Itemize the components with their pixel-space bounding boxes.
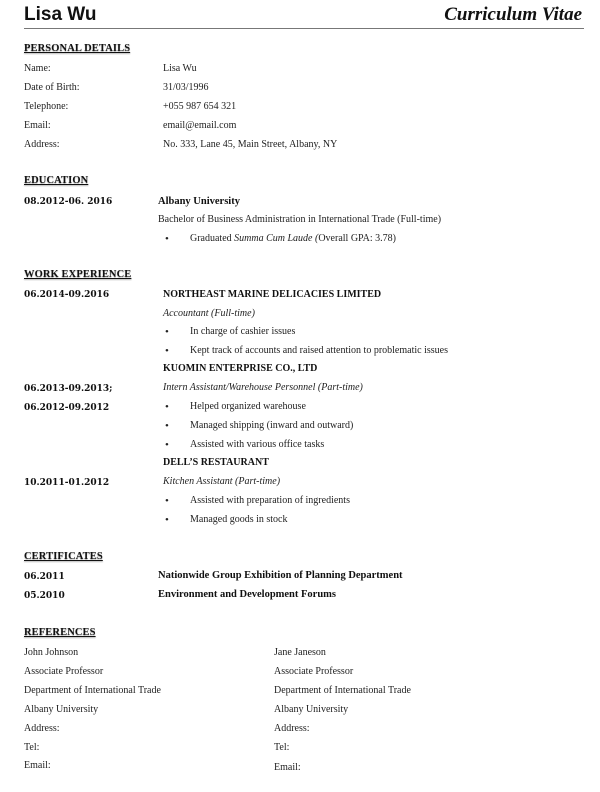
section-heading-certificates: CERTIFICATES	[24, 551, 103, 562]
reference-2-name: Jane Janeson	[274, 647, 326, 658]
job-2-date-1: 06.2013-09.2013;	[24, 384, 113, 394]
job-3-company: DELL’S RESTAURANT	[163, 457, 269, 468]
personal-label-address: Address:	[24, 139, 60, 150]
reference-1-email-label: Email:	[24, 760, 51, 771]
job-2-company: KUOMIN ENTERPRISE CO., LTD	[163, 363, 318, 374]
bullet-icon: •	[165, 326, 169, 338]
education-degree: Bachelor of Business Administration in International Trade (Full-time)	[158, 214, 442, 225]
education-gpa: Overall GPA: 3.78)	[318, 233, 397, 244]
section-heading-personal: PERSONAL DETAILS	[24, 43, 131, 54]
reference-1-institution: Albany University	[24, 704, 99, 715]
education-date: 08.2012-06. 2016	[24, 197, 113, 207]
bullet-icon: •	[165, 233, 169, 245]
bullet-icon: •	[165, 401, 169, 413]
personal-label-dob: Date of Birth:	[24, 82, 80, 93]
personal-value-address: No. 333, Lane 45, Main Street, Albany, NY	[163, 139, 338, 150]
certificate-2-date: 05.2010	[24, 591, 65, 601]
document-title: Curriculum Vitae	[444, 4, 582, 25]
reference-2-institution: Albany University	[274, 704, 349, 715]
education-honor: Summa Cum Laude (	[234, 233, 319, 244]
reference-1-name: John Johnson	[24, 647, 79, 658]
personal-label-email: Email:	[24, 120, 51, 131]
job-1-role: Accountant (Full-time)	[163, 308, 255, 319]
reference-2-email-label: Email:	[274, 762, 301, 773]
bullet-icon: •	[165, 420, 169, 432]
reference-2-department: Department of International Trade	[274, 685, 411, 696]
certificate-1-date: 06.2011	[24, 572, 65, 582]
reference-2-position: Associate Professor	[274, 666, 354, 677]
certificate-1-name: Nationwide Group Exhibition of Planning Department	[158, 570, 403, 581]
section-heading-education: EDUCATION	[24, 175, 89, 186]
bullet-icon: •	[165, 514, 169, 526]
bullet-icon: •	[165, 345, 169, 357]
bullet-icon: •	[165, 495, 169, 507]
personal-value-name: Lisa Wu	[163, 63, 197, 74]
job-3-date: 10.2011-01.2012	[24, 478, 110, 488]
reference-1-department: Department of International Trade	[24, 685, 161, 696]
cv-header	[24, 0, 584, 29]
job-1-company: NORTHEAST MARINE DELICACIES LIMITED	[163, 289, 382, 300]
job-2-role: Intern Assistant/Warehouse Personnel (Part-time)	[163, 382, 363, 393]
personal-label-name: Name:	[24, 63, 51, 74]
job-1-date: 06.2014-09.2016	[24, 290, 110, 300]
job-2-date-2: 06.2012-09.2012	[24, 403, 110, 413]
education-school: Albany University	[158, 196, 240, 207]
bullet-icon: •	[165, 439, 169, 451]
section-heading-references: REFERENCES	[24, 627, 96, 638]
reference-2-address-label: Address:	[274, 723, 310, 734]
education-bullet-text: Graduated	[190, 233, 235, 244]
applicant-name: Lisa Wu	[24, 4, 97, 25]
personal-value-telephone: +055 987 654 321	[163, 101, 237, 112]
section-heading-work: WORK EXPERIENCE	[24, 269, 132, 280]
personal-label-telephone: Telephone:	[24, 101, 69, 112]
certificate-2-name: Environment and Development Forums	[158, 589, 337, 600]
reference-2-tel-label: Tel:	[274, 742, 290, 753]
reference-1-address-label: Address:	[24, 723, 60, 734]
reference-1-tel-label: Tel:	[24, 742, 40, 753]
job-3-role: Kitchen Assistant (Part-time)	[163, 476, 281, 487]
personal-value-dob: 31/03/1996	[163, 82, 209, 93]
personal-value-email: email@email.com	[163, 120, 237, 131]
reference-1-position: Associate Professor	[24, 666, 104, 677]
